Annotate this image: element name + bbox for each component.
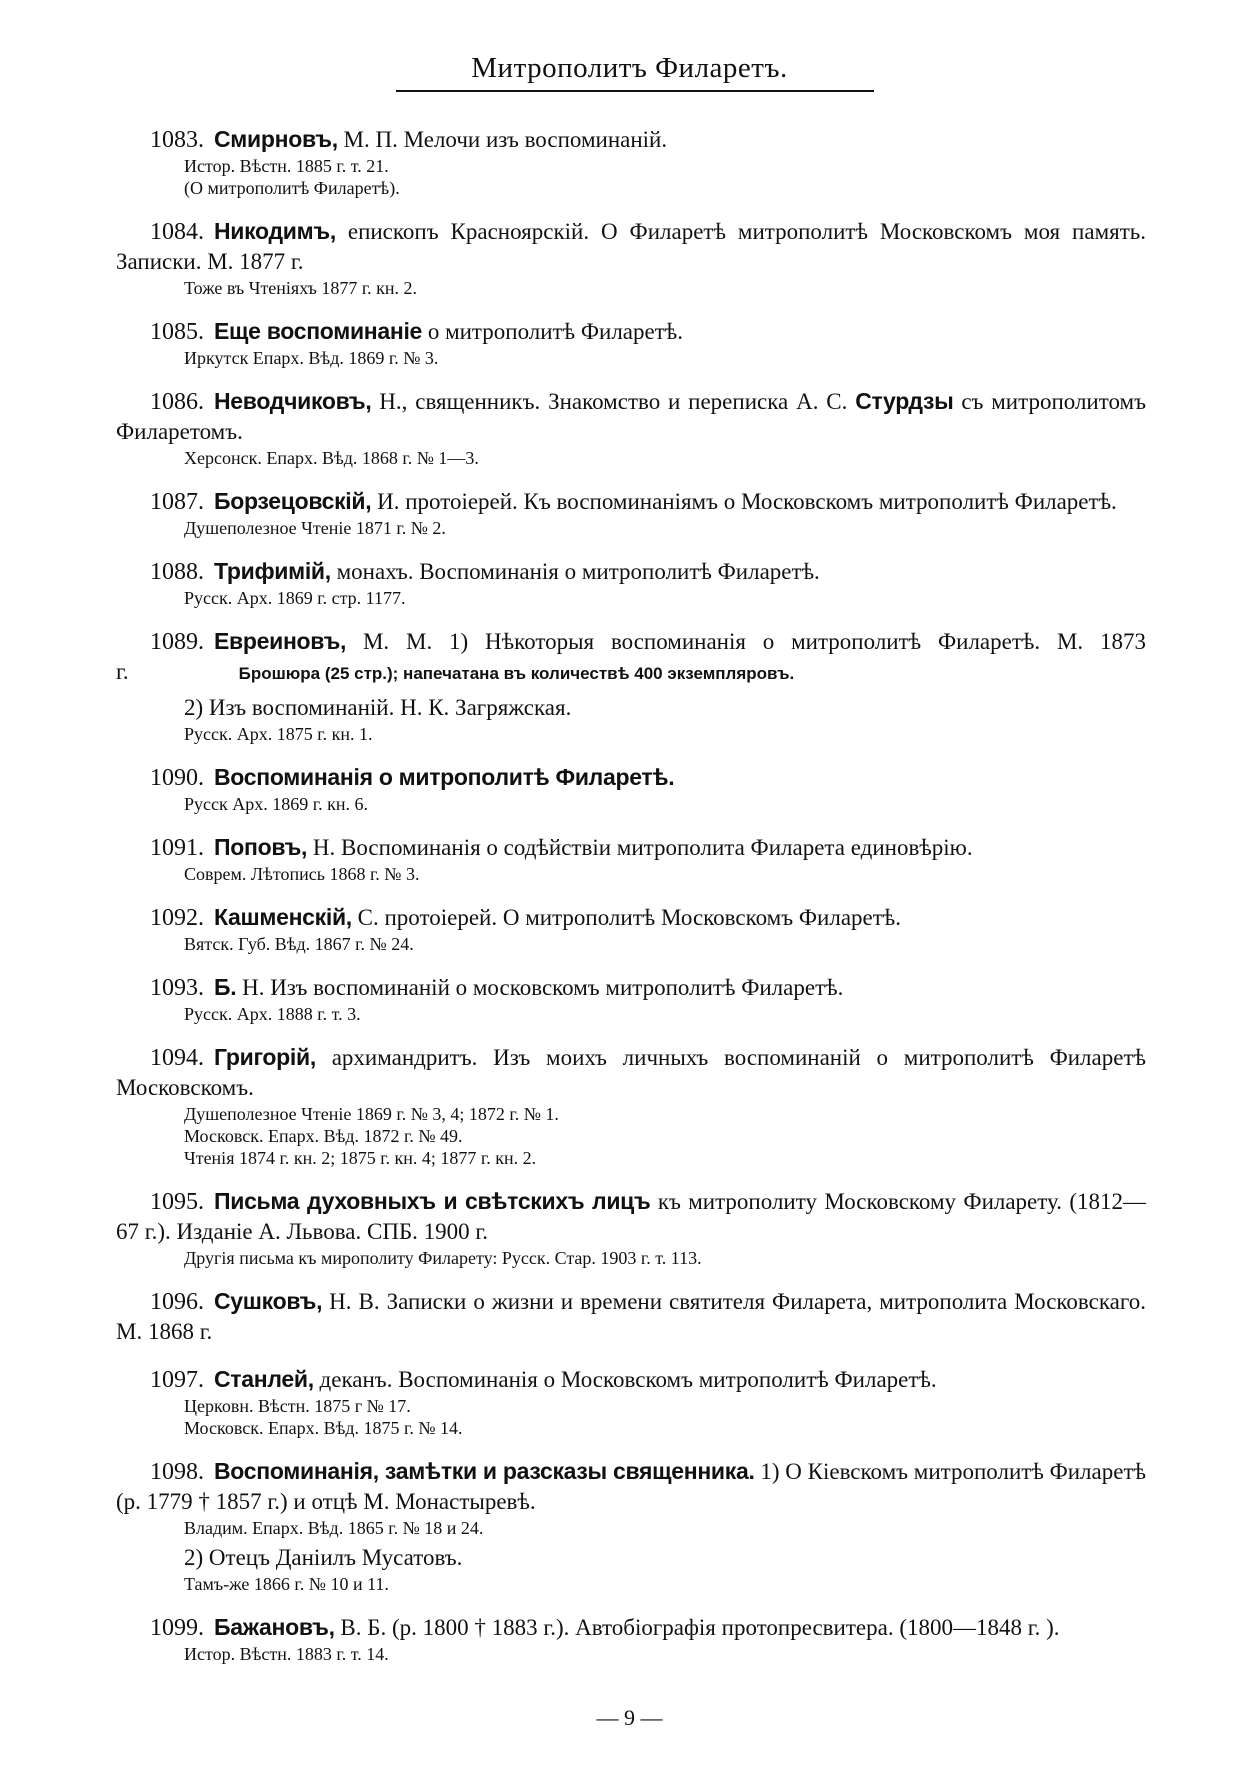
entry-source: Другія письма къ мирополиту Филарету: Русск. Стар. 1903 г. т. 113.	[184, 1248, 702, 1268]
entry-text: монахъ. Воспоминанія о митрополитѣ Филаретѣ.	[330, 559, 820, 584]
entry-source: Душеполезное Чтеніе 1869 г. № 3, 4; 1872 г. № 1.	[184, 1104, 559, 1124]
entry-text: В. Б. (р. 1800 † 1883 г.). Автобіографія протопресвитера. (1800—1848 г. ).	[334, 1615, 1060, 1640]
entry-source: Московск. Епарх. Вѣд. 1872 г. № 49.	[184, 1126, 463, 1146]
entry-source: Церковн. Вѣстн. 1875 г № 17.	[184, 1396, 411, 1416]
entry-main	[116, 216, 1146, 277]
entry-source: Владим. Епарх. Вѣд. 1865 г. № 18 и 24.	[184, 1518, 484, 1538]
entry-source: Соврем. Лѣтопись 1868 г. № 3.	[184, 864, 420, 884]
entry-source: Чтенія 1874 г. кн. 2; 1875 г. кн. 4; 1877 г. кн. 2.	[184, 1148, 537, 1168]
entry-text: Н. Изъ воспоминаній о московскомъ митрополитѣ Филаретѣ.	[236, 975, 844, 1000]
entry-text: епископъ Красноярскій. О Филаретѣ митрополитѣ Московскомъ моя память. Записки. М. 1877 г.	[116, 219, 1146, 274]
entry-author: Воспоминанія, замѣтки и разсказы священника.	[214, 1458, 755, 1484]
entry-author: Никодимъ,	[214, 218, 336, 244]
entry-main	[116, 1286, 1146, 1347]
entry-number: 1089.	[150, 629, 204, 655]
entry-source: Душеполезное Чтеніе 1871 г. № 2.	[184, 518, 446, 538]
entry-author: Кашменскій,	[214, 904, 352, 930]
entry-author: Трифимій,	[214, 558, 331, 584]
entry-main	[116, 1612, 1146, 1643]
entry-1084	[116, 216, 1146, 299]
entry-note: Брошюра (25 стр.); напечатана въ количествѣ 400 экземпляровъ.	[238, 664, 795, 683]
entry-source: Тамъ-же 1866 г. № 10 и 11.	[184, 1574, 389, 1594]
entry-number: 1087.	[150, 489, 204, 515]
entry-1086	[116, 386, 1146, 469]
entry-source: Русск. Арх. 1875 г. кн. 1.	[184, 724, 373, 744]
entry-author: Воспоминанія о митрополитѣ Филаретѣ.	[214, 764, 675, 790]
entry-main	[116, 1186, 1146, 1247]
entry-text: Н. В. Записки о жизни и времени святителя Филарета, митрополита Московскаго. М. 1868 г.	[116, 1289, 1146, 1344]
entry-main	[116, 626, 1146, 689]
entry-1097	[116, 1364, 1146, 1439]
entry-number: 1088.	[150, 559, 204, 585]
entry-main	[116, 486, 1146, 517]
entry-main	[116, 902, 1146, 933]
entry-text: Н., священникъ. Знакомство и переписка А. С.	[371, 389, 856, 414]
entry-1089	[116, 626, 1146, 745]
entry-main	[116, 1456, 1146, 1517]
entry-author-secondary: Стурдзы	[855, 388, 954, 414]
entry-author: Б.	[214, 974, 237, 1000]
entry-author: Бажановъ,	[214, 1614, 335, 1640]
entry-number: 1083.	[150, 127, 204, 153]
entry-author: Еще воспоминаніе	[214, 318, 423, 344]
entry-main	[116, 1364, 1146, 1395]
entry-1095	[116, 1186, 1146, 1269]
entry-number: 1095.	[150, 1189, 204, 1215]
entry-1088	[116, 556, 1146, 609]
entry-author: Григорій,	[214, 1044, 316, 1070]
entry-number: 1099.	[150, 1615, 204, 1641]
entry-number: 1094.	[150, 1045, 204, 1071]
entry-1083	[116, 124, 1146, 199]
entry-source: Херсонск. Епарх. Вѣд. 1868 г. № 1—3.	[184, 448, 479, 468]
entry-source: Истор. Вѣстн. 1885 г. т. 21.	[184, 156, 389, 176]
entry-source: Московск. Епарх. Вѣд. 1875 г. № 14.	[184, 1418, 463, 1438]
entry-1085	[116, 316, 1146, 369]
entry-text: къ митрополиту Московскому Филарету. (1812—67 г.). Изданіе А. Львова. СПБ. 1900 г.	[116, 1189, 1146, 1244]
entry-1099	[116, 1612, 1146, 1665]
entry-author: Неводчиковъ,	[214, 388, 372, 414]
entry-text: И. протоіерей. Къ воспоминаніямъ о Московскомъ митрополитѣ Филаретѣ.	[371, 489, 1117, 514]
entry-main	[116, 832, 1146, 863]
entry-main	[116, 316, 1146, 347]
entry-source: (О митрополитѣ Филаретѣ).	[184, 178, 400, 198]
header-rule	[396, 90, 874, 92]
entry-number: 1097.	[150, 1367, 204, 1393]
entry-main	[116, 762, 1146, 793]
entry-main	[116, 556, 1146, 587]
entry-author: Письма духовныхъ и свѣтскихъ лицъ	[214, 1188, 651, 1214]
entry-main	[116, 1042, 1146, 1103]
entry-text: о митрополитѣ Филаретѣ.	[422, 319, 684, 344]
entry-number: 1085.	[150, 319, 204, 345]
entry-text: М. М. 1) Нѣкоторыя воспоминанія о митрополитѣ Филаретѣ. М. 1873 г.	[116, 629, 1146, 684]
entry-source: Вятск. Губ. Вѣд. 1867 г. № 24.	[184, 934, 414, 954]
entry-author: Смирновъ,	[214, 126, 338, 152]
entry-source: Тоже въ Чтеніяхъ 1877 г. кн. 2.	[184, 278, 418, 298]
page-number: — 9 —	[596, 1705, 663, 1730]
entry-list	[116, 124, 1146, 1682]
entry-1093	[116, 972, 1146, 1025]
entry-author: Станлей,	[214, 1366, 314, 1392]
entry-1098	[116, 1456, 1146, 1595]
entry-1096	[116, 1286, 1146, 1347]
entry-main	[116, 124, 1146, 155]
entry-number: 1086.	[150, 389, 204, 415]
entry-source: Русск. Арх. 1888 г. т. 3.	[184, 1004, 361, 1024]
entry-number: 1084.	[150, 219, 204, 245]
entry-author: Евреиновъ,	[214, 628, 347, 654]
entry-source: Иркутск Епарх. Вѣд. 1869 г. № 3.	[184, 348, 439, 368]
entry-number: 1096.	[150, 1289, 204, 1315]
entry-number: 1098.	[150, 1459, 204, 1485]
entry-text: 1) О Кіевскомъ митрополитѣ Филаретѣ (р. 1779 † 1857 г.) и отцѣ М. Монастыревѣ.	[116, 1459, 1146, 1514]
entry-number: 1092.	[150, 905, 204, 931]
entry-1094	[116, 1042, 1146, 1169]
entry-source: Русск. Арх. 1869 г. стр. 1177.	[184, 588, 406, 608]
entry-number: 1093.	[150, 975, 204, 1001]
entry-text: деканъ. Воспоминанія о Московскомъ митрополитѣ Филаретѣ.	[313, 1367, 937, 1392]
entry-main	[116, 972, 1146, 1003]
entry-subitem: 2) Отецъ Даніилъ Мусатовъ.	[184, 1545, 463, 1570]
entry-text: С. протоіерей. О митрополитѣ Московскомъ Филаретѣ.	[351, 905, 902, 930]
entry-number: 1091.	[150, 835, 204, 861]
entry-text: архимандритъ. Изъ моихъ личныхъ воспоминаній о митрополитѣ Филаретѣ Московскомъ.	[116, 1045, 1146, 1100]
entry-author: Борзецовскій,	[214, 488, 372, 514]
entry-text: Н. Воспоминанія о содѣйствіи митрополита Филарета единовѣрію.	[307, 835, 973, 860]
entry-text: М. П. Мелочи изъ воспоминаній.	[337, 127, 668, 152]
entry-main	[116, 386, 1146, 447]
entry-1091	[116, 832, 1146, 885]
page-title: Митрополитъ Филаретъ.	[471, 52, 788, 84]
entry-subitem: 2) Изъ воспоминаній. Н. К. Загряжская.	[184, 695, 572, 720]
entry-author: Сушковъ,	[214, 1288, 323, 1314]
entry-1092	[116, 902, 1146, 955]
entry-author: Поповъ,	[214, 834, 308, 860]
entry-source: Истор. Вѣстн. 1883 г. т. 14.	[184, 1644, 389, 1664]
entry-text-continued: съ митрополитомъ Филаретомъ.	[116, 389, 1146, 444]
entry-source: Русск Арх. 1869 г. кн. 6.	[184, 794, 368, 814]
entry-1087	[116, 486, 1146, 539]
entry-number: 1090.	[150, 765, 204, 791]
entry-1090	[116, 762, 1146, 815]
